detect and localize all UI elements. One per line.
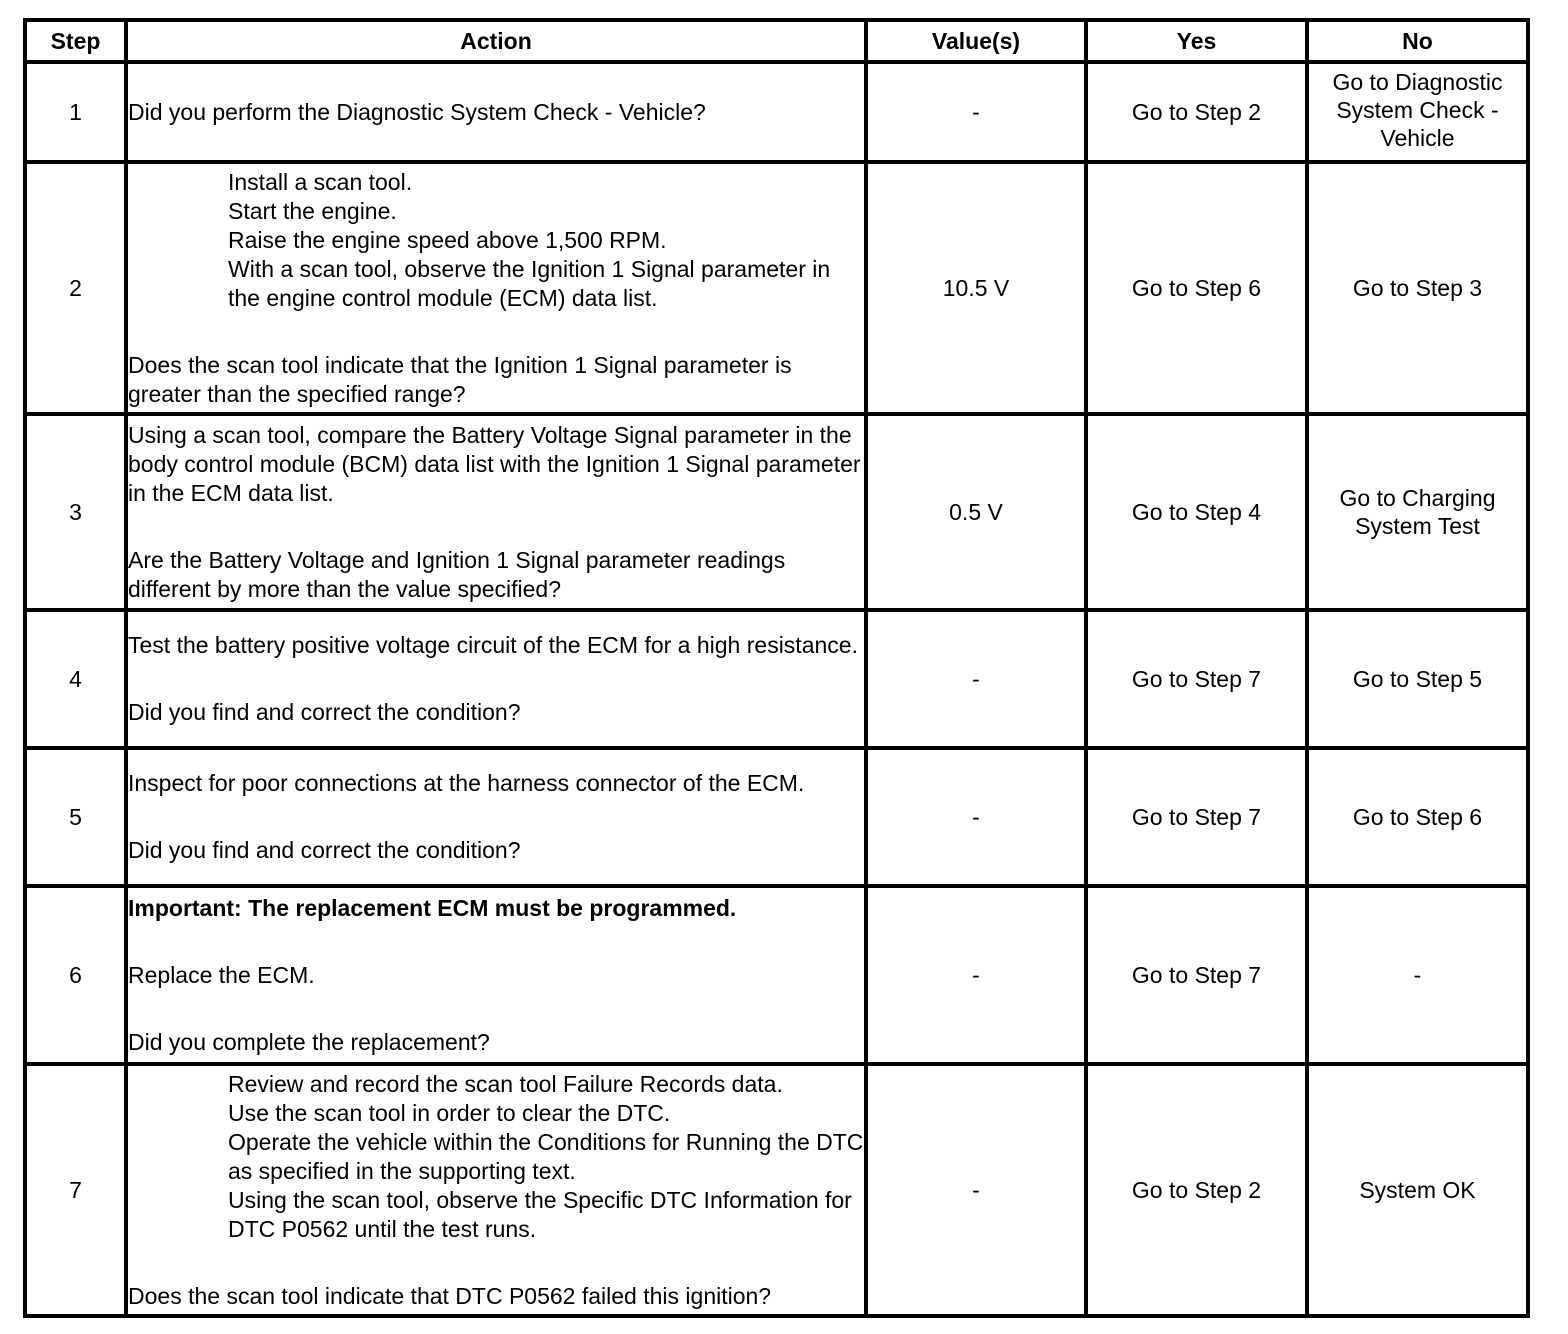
yes-cell: Go to Step 2 — [1086, 1064, 1307, 1316]
step-row-7 — [25, 1064, 1528, 1316]
no-cell: Go to Charging System Test — [1307, 414, 1528, 610]
step-row-2 — [25, 162, 1528, 414]
yes-cell: Go to Step 7 — [1086, 748, 1307, 886]
action-text: Test the battery positive voltage circuit of the ECM for a high resistance. — [128, 632, 858, 658]
no-cell: Go to Diagnostic System Check - Vehicle — [1307, 62, 1528, 162]
header-step: Step — [25, 20, 126, 62]
step-row-1 — [25, 62, 1528, 162]
action-cell — [126, 62, 866, 162]
value-cell: - — [866, 62, 1086, 162]
no-cell: Go to Step 3 — [1307, 162, 1528, 414]
action-cell — [126, 886, 866, 1064]
diagnostic-table — [23, 18, 1530, 1318]
header-action: Action — [126, 20, 866, 62]
step-number: 4 — [25, 610, 126, 748]
instruction-item: Operate the vehicle within the Conditions for Running the DTC as specified in the supporting text. — [228, 1128, 864, 1184]
step-row-5 — [25, 748, 1528, 886]
step-row-4 — [25, 610, 1528, 748]
action-question: Did you find and correct the condition? — [128, 837, 521, 863]
step-number: 7 — [25, 1064, 126, 1316]
yes-cell: Go to Step 7 — [1086, 886, 1307, 1064]
value-cell: - — [866, 886, 1086, 1064]
yes-cell: Go to Step 2 — [1086, 62, 1307, 162]
action-cell — [126, 162, 866, 414]
value-cell: - — [866, 610, 1086, 748]
no-cell: Go to Step 5 — [1307, 610, 1528, 748]
action-text: Replace the ECM. — [128, 961, 315, 988]
action-cell — [126, 414, 866, 610]
step-row-3 — [25, 414, 1528, 610]
action-question: Are the Battery Voltage and Ignition 1 Signal parameter readings different by more than the value specified? — [128, 546, 786, 602]
action-cell — [126, 610, 866, 748]
action-question: Did you perform the Diagnostic System Check - Vehicle? — [128, 98, 706, 125]
instruction-item: Use the scan tool in order to clear the DTC. — [228, 1099, 671, 1126]
step-number: 2 — [25, 162, 126, 414]
value-cell: - — [866, 1064, 1086, 1316]
instruction-item: Install a scan tool. — [228, 168, 413, 195]
value-cell: 10.5 V — [866, 162, 1086, 414]
instruction-item: Start the engine. — [228, 197, 397, 224]
action-cell — [126, 1064, 866, 1316]
value-cell: - — [866, 748, 1086, 886]
header-values: Value(s) — [866, 20, 1086, 62]
no-cell: System OK — [1307, 1064, 1528, 1316]
step-number: 3 — [25, 414, 126, 610]
step-number: 6 — [25, 886, 126, 1064]
important-note: Important: The replacement ECM must be programmed. — [128, 894, 737, 921]
instruction-item: Review and record the scan tool Failure Records data. — [228, 1070, 783, 1097]
yes-cell: Go to Step 4 — [1086, 414, 1307, 610]
action-question: Did you complete the replacement? — [128, 1028, 490, 1055]
step-row-6 — [25, 886, 1528, 1064]
yes-cell: Go to Step 6 — [1086, 162, 1307, 414]
no-cell: - — [1307, 886, 1528, 1064]
action-text: Using a scan tool, compare the Battery Voltage Signal parameter in the body control module (BCM) data list with the Ignition 1 Signal parameter in the ECM data list. — [128, 421, 861, 506]
step-number: 1 — [25, 62, 126, 162]
action-question: Does the scan tool indicate that the Ignition 1 Signal parameter is greater than the specified range? — [128, 351, 792, 407]
action-question: Does the scan tool indicate that DTC P0562 failed this ignition? — [128, 1282, 772, 1309]
action-question: Did you find and correct the condition? — [128, 699, 521, 725]
instruction-item: Using the scan tool, observe the Specific DTC Information for DTC P0562 until the test runs. — [228, 1186, 852, 1242]
header-row — [25, 20, 1528, 62]
yes-cell: Go to Step 7 — [1086, 610, 1307, 748]
step-number: 5 — [25, 748, 126, 886]
instruction-item: Raise the engine speed above 1,500 RPM. — [228, 226, 667, 253]
header-yes: Yes — [1086, 20, 1307, 62]
value-cell: 0.5 V — [866, 414, 1086, 610]
header-no: No — [1307, 20, 1528, 62]
action-text: Inspect for poor connections at the harness connector of the ECM. — [128, 770, 805, 796]
no-cell: Go to Step 6 — [1307, 748, 1528, 886]
instruction-item: With a scan tool, observe the Ignition 1 Signal parameter in the engine control module (ECM) data list. — [228, 255, 831, 311]
action-cell — [126, 748, 866, 886]
